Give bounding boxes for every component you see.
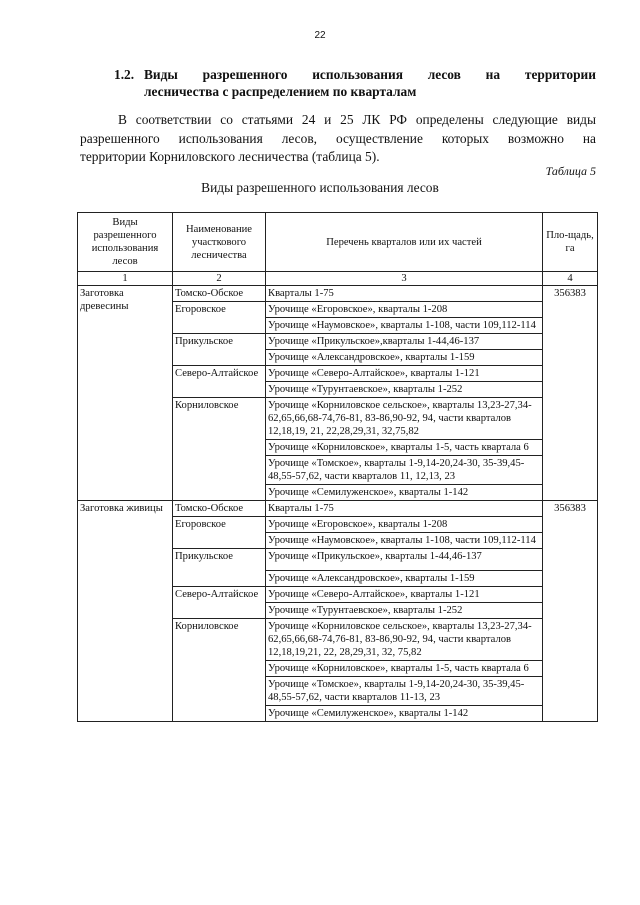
- district-cell: Северо-Алтайское: [173, 366, 266, 398]
- quarters-cell: Урочище «Александровское», кварталы 1-159: [266, 350, 543, 366]
- section-title-line-2: лесничества с распределением по кварталам: [144, 84, 417, 99]
- quarters-cell: Урочище «Корниловское сельское», кварталы 13,23-27,34-62,65,66,68-74,76-81, 83-86,90-92, 94, части кварталов 12,18,19, 21, 22,28,29,31, 32,75,82: [266, 398, 543, 440]
- table-row: [78, 286, 598, 302]
- table-number: Таблица 5: [545, 164, 596, 178]
- quarters-cell: Кварталы 1-75: [266, 286, 543, 302]
- table-title: Виды разрешенного использования лесов: [201, 180, 439, 195]
- district-cell: Егоровское: [173, 302, 266, 334]
- district-cell: Томско-Обское: [173, 501, 266, 517]
- header-quarters: Перечень кварталов или их частей: [266, 213, 543, 272]
- quarters-cell: Урочище «Прикульское», кварталы 1-44,46-137: [266, 549, 543, 571]
- section-title-line-1: Виды разрешенного использования лесов на территории: [144, 67, 596, 82]
- district-cell: Прикульское: [173, 549, 266, 587]
- quarters-cell: Урочище «Наумовское», кварталы 1-108, части 109,112-114: [266, 533, 543, 549]
- table-header-row: [78, 213, 598, 272]
- page-number: 22: [314, 30, 326, 41]
- column-number: 3: [266, 272, 543, 286]
- quarters-cell: Кварталы 1-75: [266, 501, 543, 517]
- quarters-cell: Урочище «Семилуженское», кварталы 1-142: [266, 706, 543, 722]
- district-cell: Прикульское: [173, 334, 266, 366]
- district-cell: Северо-Алтайское: [173, 587, 266, 619]
- column-number-row: [78, 272, 598, 286]
- column-number: 4: [543, 272, 598, 286]
- quarters-cell: Урочище «Наумовское», кварталы 1-108, части 109,112-114: [266, 318, 543, 334]
- section-heading: [114, 66, 596, 100]
- quarters-cell: Урочище «Семилуженское», кварталы 1-142: [266, 485, 543, 501]
- quarters-cell: Урочище «Прикульское»,кварталы 1-44,46-137: [266, 334, 543, 350]
- district-cell: Томско-Обское: [173, 286, 266, 302]
- header-area: Пло-щадь, га: [543, 213, 598, 272]
- use-type-cell: Заготовка живицы: [78, 501, 173, 722]
- quarters-cell: Урочище «Корниловское», кварталы 1-5, часть квартала 6: [266, 661, 543, 677]
- header-use-type: Виды разрешенного использования лесов: [78, 213, 173, 272]
- intro-paragraph: [80, 111, 596, 167]
- section-number: 1.2.: [114, 67, 135, 82]
- paragraph-line-2: разрешенного использования лесов, осуществление которых возможно на: [80, 130, 596, 146]
- quarters-cell: Урочище «Северо-Алтайское», кварталы 1-121: [266, 587, 543, 603]
- quarters-cell: Урочище «Северо-Алтайское», кварталы 1-121: [266, 366, 543, 382]
- area-cell: 356383: [543, 286, 598, 501]
- paragraph-line-1: В соответствии со статьями 24 и 25 ЛК РФ определены следующие виды: [118, 112, 596, 127]
- quarters-cell: Урочище «Турунтаевское», кварталы 1-252: [266, 382, 543, 398]
- district-cell: Корниловское: [173, 398, 266, 501]
- quarters-cell: Урочище «Турунтаевское», кварталы 1-252: [266, 603, 543, 619]
- use-type-cell: Заготовка древесины: [78, 286, 173, 501]
- header-district: Наименование участкового лесничества: [173, 213, 266, 272]
- column-number: 1: [78, 272, 173, 286]
- forest-use-table: [77, 212, 598, 722]
- table-row: [78, 501, 598, 517]
- quarters-cell: Урочище «Александровское», кварталы 1-159: [266, 571, 543, 587]
- area-cell: 356383: [543, 501, 598, 722]
- quarters-cell: Урочище «Томское», кварталы 1-9,14-20,24-30, 35-39,45-48,55-57,62, части кварталов 11-13, 23: [266, 677, 543, 706]
- quarters-cell: Урочище «Корниловское», кварталы 1-5, часть квартала 6: [266, 440, 543, 456]
- quarters-cell: Урочище «Егоровское», кварталы 1-208: [266, 517, 543, 533]
- district-cell: Егоровское: [173, 517, 266, 549]
- quarters-cell: Урочище «Корниловское сельское», кварталы 13,23-27,34-62,65,66,68-74,76-81, 83-86,90-92, 94, части кварталов 12,18,19,21, 22, 28,29,31, 32, 75,82: [266, 619, 543, 661]
- column-number: 2: [173, 272, 266, 286]
- quarters-cell: Урочище «Томское», кварталы 1-9,14-20,24-30, 35-39,45-48,55-57,62, части кварталов 11, 12,13, 23: [266, 456, 543, 485]
- quarters-cell: Урочище «Егоровское», кварталы 1-208: [266, 302, 543, 318]
- district-cell: Корниловское: [173, 619, 266, 722]
- paragraph-line-3: территории Корниловского лесничества (таблица 5).: [80, 149, 380, 164]
